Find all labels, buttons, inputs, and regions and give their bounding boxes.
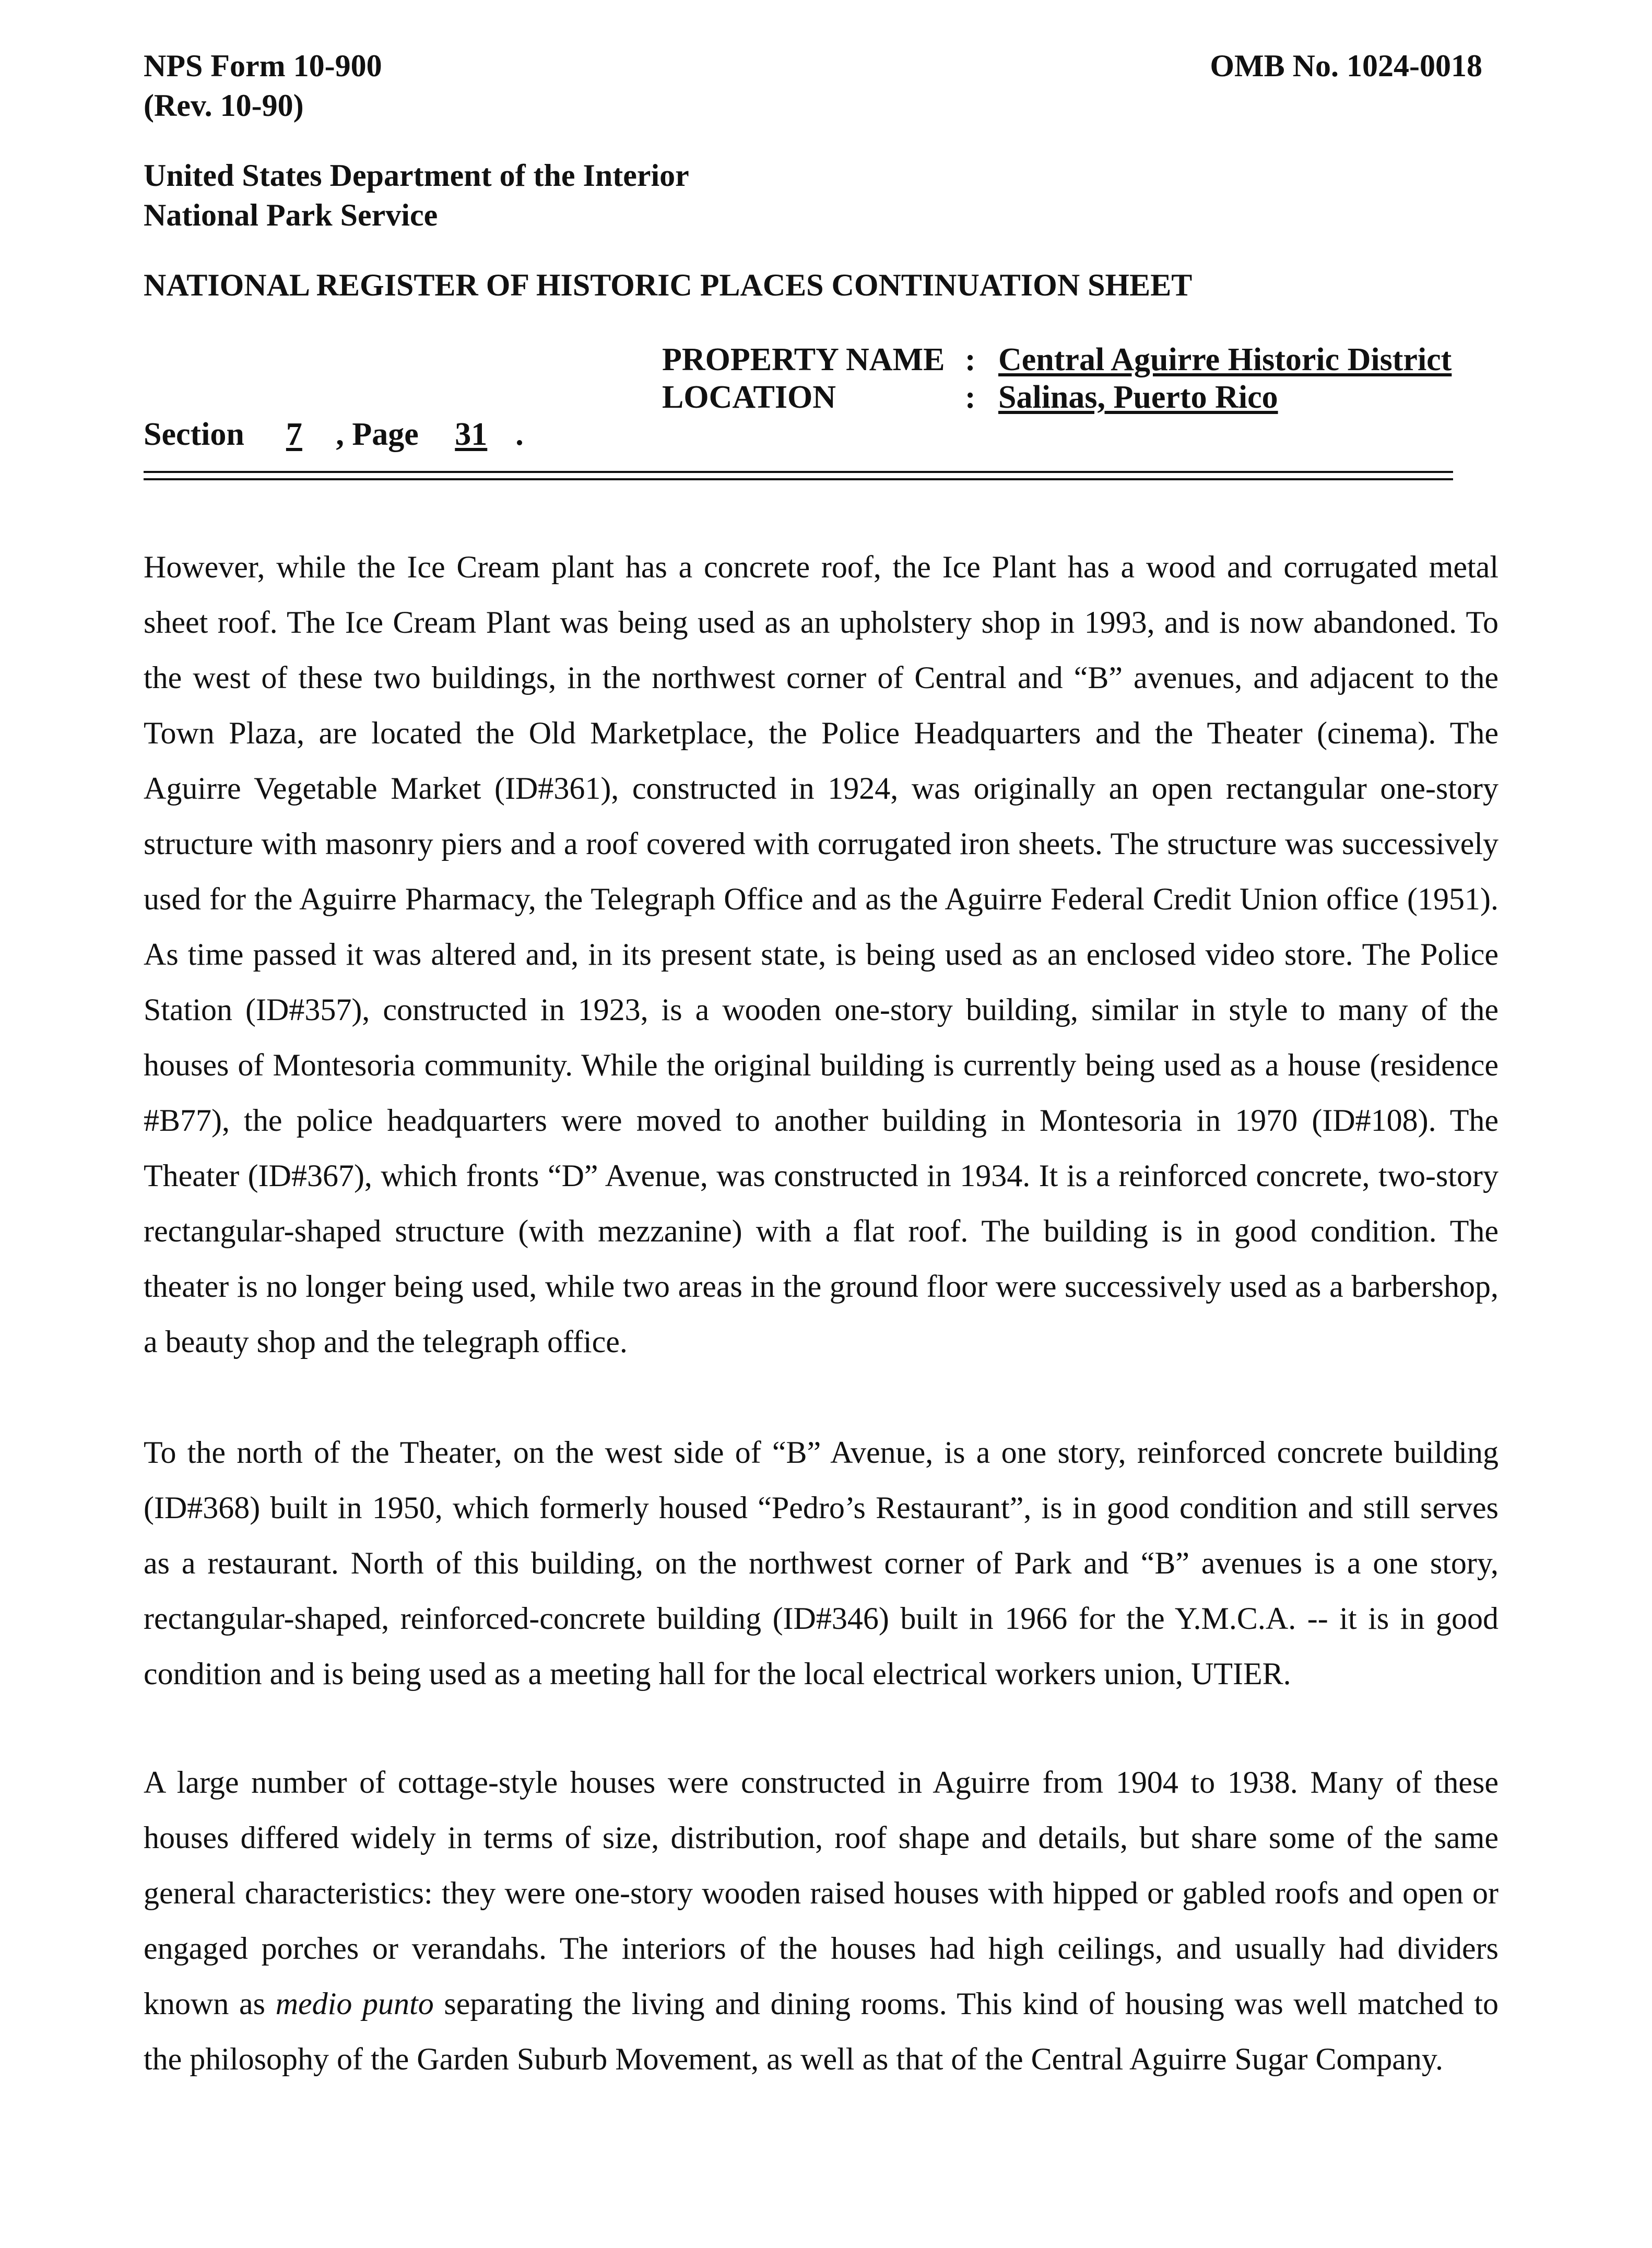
- location-value: Salinas, Puerto Rico: [998, 380, 1278, 415]
- location-label: LOCATION: [662, 380, 836, 415]
- omb-number: OMB No. 1024-0018: [1210, 49, 1482, 83]
- italic-term-medio-punto: medio punto: [275, 1986, 434, 2021]
- section-number: 7: [286, 417, 302, 452]
- section-page-line: [144, 413, 524, 455]
- form-number: NPS Form 10-900: [144, 49, 382, 83]
- location-separator: :: [965, 380, 976, 415]
- body-paragraph-1: However, while the Ice Cream plant has a concrete roof, the Ice Plant has a wood and corrugated metal sheet roof. The Ice Cream Plant was being used as an upholstery shop in 1993, and is now abandoned. To the west of these two buildings, in the northwest corner of Central and “B” avenues, and adjacent to the Town Plaza, are located the Old Marketplace, the Police Headquarters and the Theater (cinema). The Aguirre Vegetable Market (ID#361), constructed in 1924, was originally an open rectangular one-story structure with masonry piers and a roof covered with corrugated iron sheets. The structure was successively used for the Aguirre Pharmacy, the Telegraph Office and as the Aguirre Federal Credit Union office (1951). As time passed it was altered and, in its present state, is being used as an enclosed video store. The Police Station (ID#357), constructed in 1923, is a wooden one-story building, similar in style to many of the houses of Montesoria community. While the original building is currently being used as a house (residence #B77), the police headquarters were moved to another building in Montesoria in 1970 (ID#108). The Theater (ID#367), which fronts “D” Avenue, was constructed in 1934. It is a reinforced concrete, two-story rectangular-shaped structure (with mezzanine) with a flat roof. The building is in good condition. The theater is no longer being used, while two areas in the ground floor were successively used as a barbershop, a beauty shop and the telegraph office.: [144, 550, 1498, 1359]
- paragraph-3-text-end: separating the living and dining rooms. This kind of housing was well matched to the philosophy of the Garden Suburb Movement, as well as that of the Central Aguirre Sugar Company.: [144, 1986, 1498, 2076]
- page-number: 31: [455, 417, 488, 452]
- property-name-label: PROPERTY NAME: [662, 342, 945, 377]
- sheet-title: NATIONAL REGISTER OF HISTORIC PLACES CONTINUATION SHEET: [144, 268, 1193, 302]
- page-label: , Page: [336, 417, 419, 452]
- paragraph-3-text-start: A large number of cottage-style houses were constructed in Aguirre from 1904 to 1938. Many of these houses differed widely in terms of size, distribution, roof shape and details, but share some of the same general characteristics: they were one-story wooden raised houses with hipped or gabled roofs and open or engaged porches or verandahs. The interiors of the houses had high ceilings, and usually had dividers known as: [144, 1765, 1498, 2021]
- body-paragraph-3: [144, 1755, 1498, 2087]
- property-name-value: Central Aguirre Historic District: [998, 342, 1452, 377]
- form-revision: (Rev. 10-90): [144, 88, 304, 123]
- header-divider-top: [144, 471, 1453, 473]
- property-name-separator: :: [965, 342, 976, 377]
- department-name: United States Department of the Interior: [144, 158, 689, 193]
- section-label: Section: [144, 417, 244, 452]
- body-paragraph-2: To the north of the Theater, on the west side of “B” Avenue, is a one story, reinforced concrete building (ID#368) built in 1950, which formerly housed “Pedro’s Restaurant”, is in good condition and still serves as a restaurant. North of this building, on the northwest corner of Park and “B” avenues is a one story, rectangular-shaped, reinforced-concrete building (ID#346) built in 1966 for the Y.M.C.A. -- it is in good condition and is being used as a meeting hall for the local electrical workers union, UTIER.: [144, 1435, 1498, 1691]
- agency-name: National Park Service: [144, 198, 438, 232]
- page-end-mark: .: [515, 417, 524, 452]
- header-divider-bottom: [144, 478, 1453, 480]
